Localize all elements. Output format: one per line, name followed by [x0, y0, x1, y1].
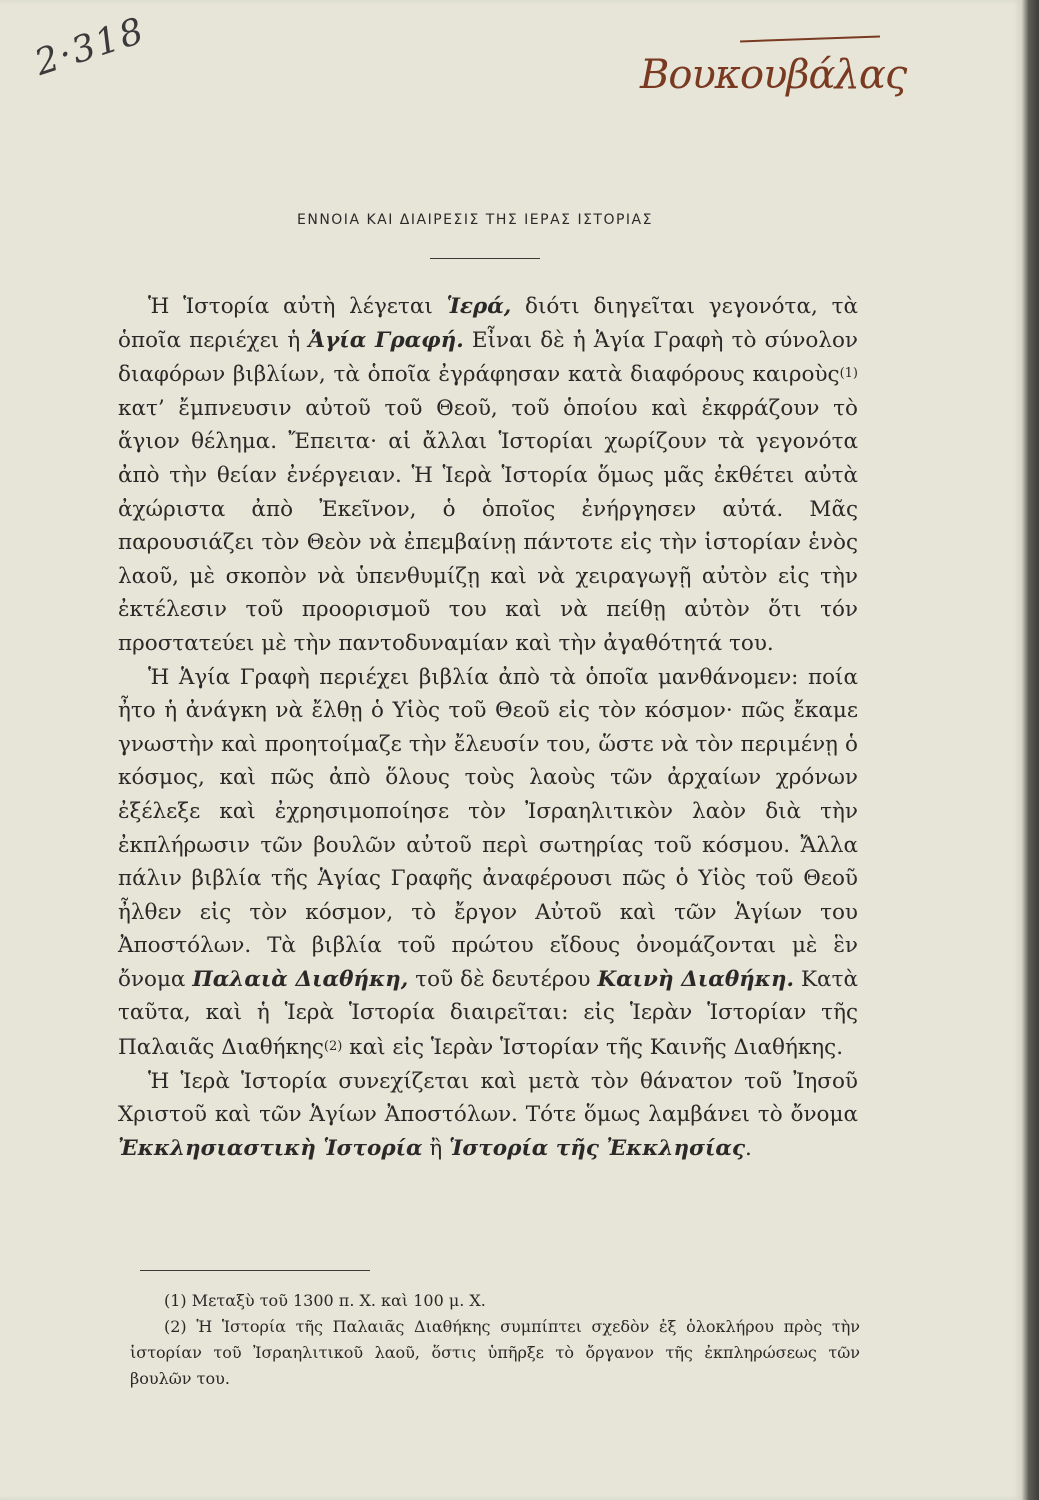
text-run: διότι διηγεῖται γεγονότα, τὰ ὁποῖα περιέχει ἡ — [118, 294, 858, 353]
emphasis-historia-ekklesias: Ἱστορία τῆς Ἐκκλησίας — [449, 1135, 746, 1161]
emphasis-hagia-graphe: Ἁγία Γραφή. — [308, 327, 464, 353]
text-run: Εἶναι δὲ ἡ Ἁγία Γραφὴ τὸ σύνολον διαφόρων βιβλίων, τὰ ὁποῖα ἐγράφησαν κατὰ διαφόρους καιροὺς — [118, 327, 858, 388]
text-run: καὶ εἰς Ἱερὰν Ἱστορίαν τῆς Καινῆς Διαθήκης. — [342, 1035, 844, 1061]
handwritten-signature: Βουκουβάλας — [640, 52, 907, 98]
handwritten-number: 2·318 — [30, 10, 151, 84]
text-run: κατ’ ἔμπνευσιν αὐτοῦ τοῦ Θεοῦ, τοῦ ὁποίου καὶ ἐκφράζουν τὸ ἅγιον θέλημα. Ἔπειτα· αἱ ἄλλαι Ἱστορίαι χωρίζουν τὰ γεγονότα ἀπὸ τὴν θείαν ἐνέργειαν. Ἡ Ἱερὰ Ἱστορία ὅμως μᾶς ἐκθέτει αὐτὰ ἀχώριστα ἀπὸ Ἐκεῖνον, ὁ ὁποῖος ἐνήργησεν αὐτά. Μᾶς παρουσιάζει τὸν Θεὸν νὰ ἐπεμβαίνῃ πάντοτε εἰς τὴν ἱστορίαν ἑνὸς λαοῦ, μὲ σκοπὸν νὰ ὑπενθυμίζῃ καὶ νὰ χειραγωγῇ αὐτὸν εἰς τὴν ἐκτέλεσιν τοῦ προορισμοῦ του καὶ νὰ πείθῃ αὐτὸν ὅτι τόν προστατεύει μὲ τὴν παντοδυναμίαν καὶ τὴν ἀγαθότητά του. — [118, 395, 858, 656]
footnotes — [130, 1288, 860, 1392]
page-edge-shadow — [1022, 0, 1039, 1500]
footnote-ref-2[interactable]: (2) — [323, 1039, 343, 1055]
footnote-divider — [140, 1270, 370, 1271]
text-run: Ἡ Ἱστορία αὐτὴ λέγεται — [148, 294, 447, 319]
emphasis-kaine-diatheke: Καινὴ Διαθήκη. — [597, 966, 795, 992]
text-run: . — [745, 1135, 752, 1161]
title-divider — [430, 258, 540, 259]
paragraph-1 — [118, 290, 858, 661]
footnote-ref-1[interactable]: (1) — [839, 366, 858, 382]
paragraph-3 — [118, 1065, 858, 1166]
text-run: Ἡ Ἱερὰ Ἱστορία συνεχίζεται καὶ μετὰ τὸν θάνατον τοῦ Ἰησοῦ Χριστοῦ καὶ τῶν Ἁγίων Ἀποστόλων. Τότε ὅμως λαμβάνει τὸ ὄνομα — [118, 1068, 858, 1128]
footnote-1: (1) Μεταξὺ τοῦ 1300 π. Χ. καὶ 100 μ. Χ. — [164, 1291, 486, 1310]
chapter-title: ΕΝΝΟΙΑ ΚΑΙ ΔΙΑΙΡΕΣΙΣ ΤΗΣ ΙΕΡΑΣ ΙΣΤΟΡΙΑΣ — [297, 212, 653, 228]
main-text — [118, 290, 858, 1165]
text-run: Ἡ Ἁγία Γραφὴ περιέχει βιβλία ἀπὸ τὰ ὁποῖα μανθάνομεν: ποία ἦτο ἡ ἀνάγκη νὰ ἔλθῃ ὁ Υἱὸς τοῦ Θεοῦ εἰς τὸν κόσμον· πῶς ἔκαμε γνωστὴν καὶ προητοίμαζε τὴν ἔλευσίν του, ὥστε νὰ τὸν περιμένῃ ὁ κόσμος, καὶ πῶς ἀπὸ ὅλους τοὺς λαοὺς τῶν ἀρχαίων χρόνων ἐξέλεξε καὶ ἐχρησιμοποίησε τὸν Ἰσραηλιτικὸν λαὸν διὰ τὴν ἐκπλήρωσιν τῶν βουλῶν αὐτοῦ περὶ σωτηρίας τοῦ κόσμου. Ἄλλα πάλιν βιβλία τῆς Ἁγίας Γραφῆς ἀναφέρουσι πῶς ὁ Υἱὸς τοῦ Θεοῦ ἦλθεν εἰς τὸν κόσμον, τὸ ἔργον Αὐτοῦ καὶ τῶν Ἁγίων του Ἀποστόλων. Τὰ βιβλία τοῦ πρώτου εἴδους ὀνομάζονται μὲ ἓν ὄνομα — [118, 664, 858, 992]
text-run: τοῦ δὲ δευτέρου — [408, 966, 598, 992]
emphasis-palaia-diatheke: Παλαιὰ Διαθήκη, — [192, 966, 409, 992]
paragraph-2 — [118, 661, 858, 1065]
emphasis-hiera: Ἱερά, — [446, 294, 512, 319]
footnote-2: (2) Ἡ Ἱστορία τῆς Παλαιᾶς Διαθήκης συμπίπτει σχεδὸν ἐξ ὁλοκλήρου πρὸς τὴν ἱστορίαν τοῦ Ἰσραηλιτικοῦ λαοῦ, ὅστις ὑπῆρξε τὸ ὄργανον τῆς ἐκπληρώσεως τῶν βουλῶν του. — [130, 1317, 860, 1388]
text-run: Κατὰ ταῦτα, καὶ ἡ Ἱερὰ Ἱστορία διαιρεῖται: εἰς Ἱερὰν Ἱστορίαν τῆς Παλαιᾶς Διαθήκης — [118, 966, 858, 1061]
signature-flourish — [740, 36, 880, 43]
emphasis-ekklesiastike-historia: Ἐκκλησιαστικὴ Ἱστορία — [118, 1135, 423, 1161]
text-run: ἢ — [422, 1135, 450, 1161]
